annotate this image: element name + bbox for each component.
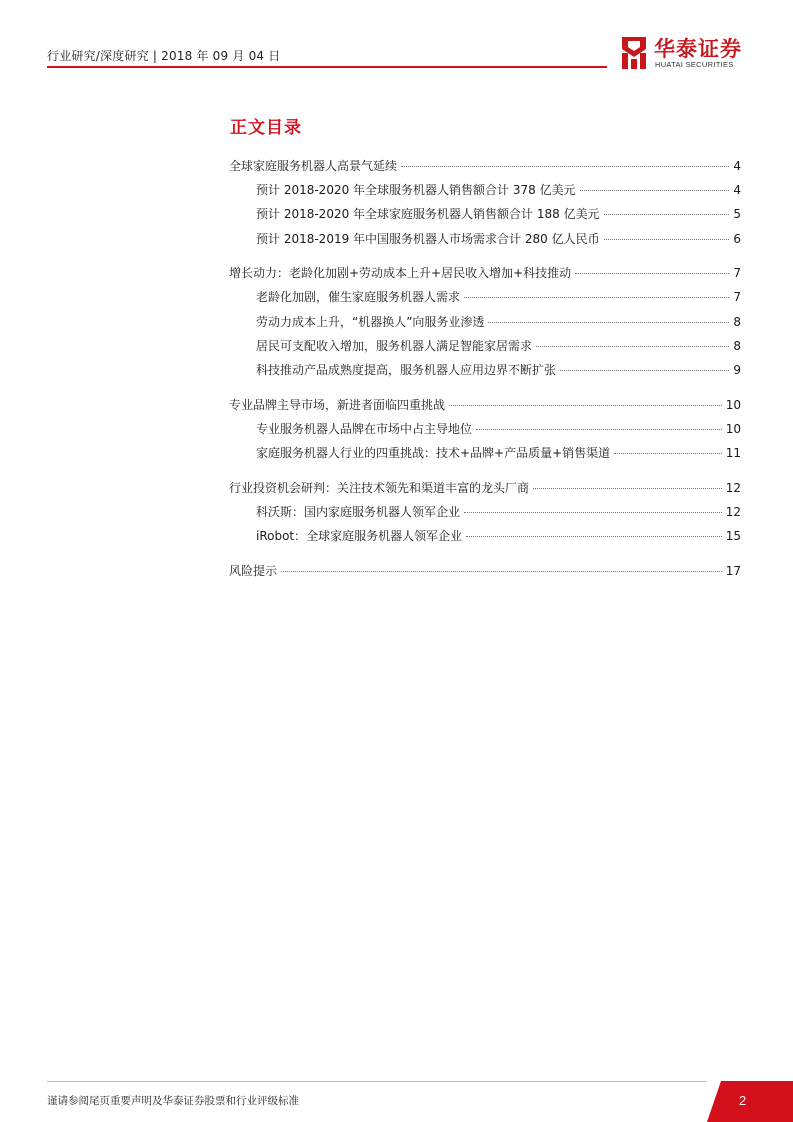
logo-name-cn: 华泰证券 xyxy=(654,37,742,61)
toc-subsection-entry[interactable] xyxy=(256,205,741,223)
company-logo xyxy=(618,33,748,73)
toc-entry-label: 科技推动产品成熟度提高，服务机器人应用边界不断扩张 xyxy=(256,363,557,377)
footer-disclaimer: 谨请参阅尾页重要声明及华泰证券股票和行业评级标准 xyxy=(47,1095,299,1107)
toc-subsection-entry[interactable] xyxy=(256,288,741,306)
footer-divider xyxy=(47,1081,707,1082)
toc-entry-label: iRobot：全球家庭服务机器人领军企业 xyxy=(256,529,463,543)
toc-entry-page: 12 xyxy=(725,505,741,519)
toc-section-entry[interactable] xyxy=(229,396,741,414)
toc-dot-leader xyxy=(580,190,730,191)
page-number-badge xyxy=(707,1081,793,1122)
toc-section-entry[interactable] xyxy=(229,264,741,282)
toc-entry-page: 10 xyxy=(725,398,741,412)
toc-entry-page: 15 xyxy=(725,529,741,543)
toc-entry-label: 预计 2018-2020 年全球家庭服务机器人销售额合计 188 亿美元 xyxy=(256,207,600,221)
toc-dot-leader xyxy=(464,512,722,513)
toc-dot-leader xyxy=(533,488,722,489)
toc-dot-leader xyxy=(476,429,722,430)
toc-dot-leader xyxy=(614,453,722,454)
toc-entry-label: 风险提示 xyxy=(229,564,278,578)
toc-entry-page: 12 xyxy=(725,481,741,495)
toc-section-entry[interactable] xyxy=(229,479,741,497)
toc-entry-label: 全球家庭服务机器人高景气延续 xyxy=(229,159,398,173)
toc-dot-leader xyxy=(464,297,729,298)
toc-subsection-entry[interactable] xyxy=(256,503,741,521)
toc-dot-leader xyxy=(536,346,729,347)
toc-subsection-entry[interactable] xyxy=(256,337,741,355)
toc-entry-label: 劳动力成本上升，“机器换人”向服务业渗透 xyxy=(256,315,485,329)
toc-section-entry[interactable] xyxy=(229,157,741,175)
toc-entry-page: 7 xyxy=(733,266,741,280)
toc-subsection-entry[interactable] xyxy=(256,313,741,331)
toc-entry-page: 7 xyxy=(733,290,741,304)
toc-entry-page: 17 xyxy=(725,564,741,578)
toc-entry-page: 8 xyxy=(733,315,741,329)
toc-entry-page: 9 xyxy=(733,363,741,377)
toc-entry-label: 科沃斯：国内家庭服务机器人领军企业 xyxy=(256,505,461,519)
toc-entry-label: 老龄化加剧，催生家庭服务机器人需求 xyxy=(256,290,461,304)
toc-entry-label: 专业服务机器人品牌在市场中占主导地位 xyxy=(256,422,473,436)
toc-subsection-entry[interactable] xyxy=(256,527,741,545)
toc-section-entry[interactable] xyxy=(229,562,741,580)
toc-dot-leader xyxy=(575,273,729,274)
toc-entry-label: 预计 2018-2020 年全球服务机器人销售额合计 378 亿美元 xyxy=(256,183,576,197)
toc-subsection-entry[interactable] xyxy=(256,420,741,438)
toc-dot-leader xyxy=(604,214,730,215)
toc-entry-page: 8 xyxy=(733,339,741,353)
toc-entry-label: 行业投资机会研判：关注技术领先和渠道丰富的龙头厂商 xyxy=(229,481,530,495)
toc-dot-leader xyxy=(488,322,729,323)
logo-name-en: HUATAI SECURITIES xyxy=(655,60,734,69)
page-number: 2 xyxy=(739,1093,747,1108)
toc-entry-label: 家庭服务机器人行业的四重挑战：技术+品牌+产品质量+销售渠道 xyxy=(256,446,611,460)
huatai-logo-icon xyxy=(618,35,650,71)
toc-subsection-entry[interactable] xyxy=(256,361,741,379)
toc-subsection-entry[interactable] xyxy=(256,444,741,462)
toc-entry-page: 10 xyxy=(725,422,741,436)
toc-entry-page: 4 xyxy=(733,183,741,197)
toc-title: 正文目录 xyxy=(230,118,302,138)
toc-entry-page: 5 xyxy=(733,207,741,221)
toc-dot-leader xyxy=(449,405,722,406)
toc-entry-label: 专业品牌主导市场，新进者面临四重挑战 xyxy=(229,398,446,412)
toc-subsection-entry[interactable] xyxy=(256,230,741,248)
toc-dot-leader xyxy=(466,536,722,537)
toc-entry-page: 4 xyxy=(733,159,741,173)
header-divider xyxy=(47,66,607,68)
toc-dot-leader xyxy=(281,571,722,572)
toc-entry-page: 11 xyxy=(725,446,741,460)
toc-subsection-entry[interactable] xyxy=(256,181,741,199)
toc-entry-label: 增长动力：老龄化加剧+劳动成本上升+居民收入增加+科技推动 xyxy=(229,266,572,280)
header-text: 行业研究/深度研究 | 2018 年 09 月 04 日 xyxy=(47,49,281,63)
toc-dot-leader xyxy=(401,166,729,167)
toc-dot-leader xyxy=(604,239,730,240)
toc-entry-label: 居民可支配收入增加，服务机器人满足智能家居需求 xyxy=(256,339,533,353)
toc-entry-label: 预计 2018-2019 年中国服务机器人市场需求合计 280 亿人民币 xyxy=(256,232,600,246)
toc-entry-page: 6 xyxy=(733,232,741,246)
toc-dot-leader xyxy=(560,370,729,371)
